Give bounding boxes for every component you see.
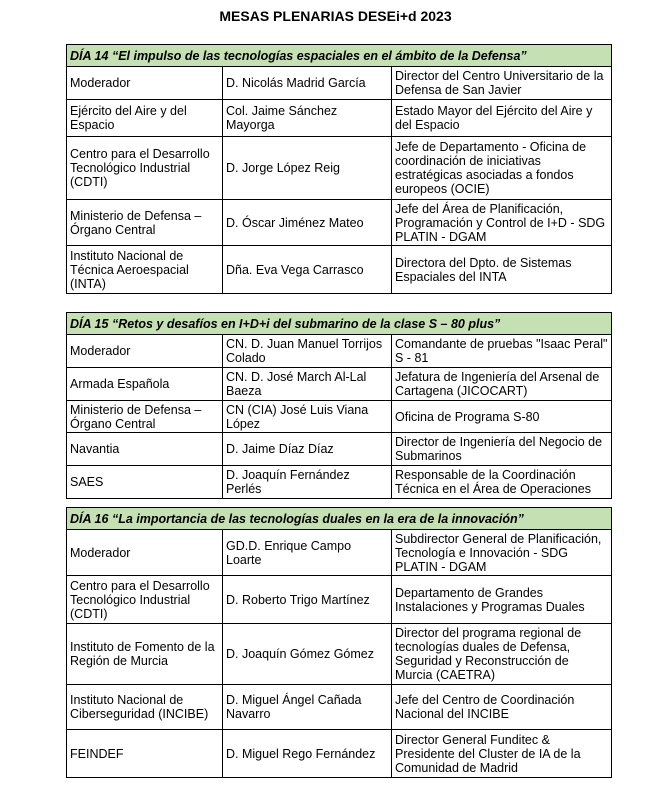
table-row: [67, 466, 612, 499]
panel-day: DÍA 15: [70, 316, 109, 331]
speaker-cell: D. Óscar Jiménez Mateo: [223, 200, 392, 246]
speaker-cell: CN. D. José March Al-Lal Baeza: [223, 368, 392, 401]
speaker-cell: D. Joaquín Gómez Gómez: [223, 624, 392, 685]
organization-cell: Ministerio de Defensa – Órgano Central: [67, 200, 223, 246]
panel-topic: “Retos y desafíos en I+D+i del submarino de la clase S – 80 plus”: [111, 316, 501, 331]
speaker-cell: Col. Jaime Sánchez Mayorga: [223, 100, 392, 137]
speaker-cell: D. Miguel Ángel Cañada Navarro: [223, 685, 392, 730]
organization-cell: Moderador: [67, 530, 223, 576]
organization-cell: Moderador: [67, 67, 223, 100]
table-row: [67, 200, 612, 246]
role-cell: Departamento de Grandes Instalaciones y Programas Duales: [392, 576, 612, 624]
panel-dia-14: [66, 44, 612, 294]
table-row: [67, 576, 612, 624]
panel-day: DÍA 14: [70, 48, 109, 63]
page-title: MESAS PLENARIAS DESEi+d 2023: [219, 8, 452, 24]
organization-cell: Instituto de Fomento de la Región de Murcia: [67, 624, 223, 685]
table-row: [67, 685, 612, 730]
speaker-cell: GD.D. Enrique Campo Loarte: [223, 530, 392, 576]
role-cell: Subdirector General de Planificación, Tecnología e Innovación - SDG PLATIN - DGAM: [392, 530, 612, 576]
panel-header: [67, 313, 612, 335]
role-cell: Director del programa regional de tecnologías duales de Defensa, Seguridad y Reconstrucción de Murcia (CAETRA): [392, 624, 612, 685]
role-cell: Jefe del Área de Planificación, Programación y Control de I+D - SDG PLATIN - DGAM: [392, 200, 612, 246]
table-row: [67, 246, 612, 294]
panel-dia-16: [66, 507, 612, 778]
table-row: [67, 137, 612, 200]
speaker-cell: CN (CIA) José Luis Viana López: [223, 401, 392, 433]
role-cell: Jefe de Departamento - Oficina de coordinación de iniciativas estratégicas asociadas a fondos europeos (OCIE): [392, 137, 612, 200]
organization-cell: Navantia: [67, 433, 223, 466]
panel-heading: [67, 45, 612, 67]
role-cell: Director General Funditec & Presidente del Cluster de IA de la Comunidad de Madrid: [392, 730, 612, 778]
role-cell: Estado Mayor del Ejército del Aire y del Espacio: [392, 100, 612, 137]
panel-topic: “El impulso de las tecnologías espaciales en el ámbito de la Defensa”: [111, 48, 527, 63]
role-cell: Director de Ingeniería del Negocio de Submarinos: [392, 433, 612, 466]
role-cell: Directora del Dpto. de Sistemas Espaciales del INTA: [392, 246, 612, 294]
speaker-cell: D. Jaime Díaz Díaz: [223, 433, 392, 466]
panel-topic: “La importancia de las tecnologías duales en la era de la innovación”: [111, 511, 524, 526]
organization-cell: Ministerio de Defensa – Órgano Central: [67, 401, 223, 433]
panel-day: DÍA 16: [70, 511, 109, 526]
role-cell: Director del Centro Universitario de la Defensa de San Javier: [392, 67, 612, 100]
organization-cell: Centro para el Desarrollo Tecnológico Industrial (CDTI): [67, 576, 223, 624]
speaker-cell: D. Joaquín Fernández Perlés: [223, 466, 392, 499]
panel-heading: [67, 508, 612, 530]
table-row: [67, 335, 612, 368]
speaker-cell: D. Nicolás Madrid García: [223, 67, 392, 100]
panel-heading: [67, 313, 612, 335]
table-row: [67, 624, 612, 685]
organization-cell: SAES: [67, 466, 223, 499]
role-cell: Jefatura de Ingeniería del Arsenal de Cartagena (JICOCART): [392, 368, 612, 401]
organization-cell: Centro para el Desarrollo Tecnológico Industrial (CDTI): [67, 137, 223, 200]
organization-cell: FEINDEF: [67, 730, 223, 778]
table-row: [67, 530, 612, 576]
organization-cell: Instituto Nacional de Ciberseguridad (INCIBE): [67, 685, 223, 730]
panel-header: [67, 508, 612, 530]
speaker-cell: D. Roberto Trigo Martínez: [223, 576, 392, 624]
table-row: [67, 368, 612, 401]
table-row: [67, 730, 612, 778]
role-cell: Comandante de pruebas "Isaac Peral" S - 81: [392, 335, 612, 368]
speaker-cell: CN. D. Juan Manuel Torrijos Colado: [223, 335, 392, 368]
table-row: [67, 433, 612, 466]
table-row: [67, 100, 612, 137]
organization-cell: Ejército del Aire y del Espacio: [67, 100, 223, 137]
organization-cell: Moderador: [67, 335, 223, 368]
panel-header: [67, 45, 612, 67]
table-row: [67, 67, 612, 100]
table-row: [67, 401, 612, 433]
speaker-cell: D. Miguel Rego Fernández: [223, 730, 392, 778]
role-cell: Responsable de la Coordinación Técnica en el Área de Operaciones: [392, 466, 612, 499]
speaker-cell: Dña. Eva Vega Carrasco: [223, 246, 392, 294]
panel-dia-15: [66, 312, 612, 499]
role-cell: Oficina de Programa S-80: [392, 401, 612, 433]
speaker-cell: D. Jorge López Reig: [223, 137, 392, 200]
organization-cell: Armada Española: [67, 368, 223, 401]
organization-cell: Instituto Nacional de Técnica Aeroespacial (INTA): [67, 246, 223, 294]
role-cell: Jefe del Centro de Coordinación Nacional del INCIBE: [392, 685, 612, 730]
